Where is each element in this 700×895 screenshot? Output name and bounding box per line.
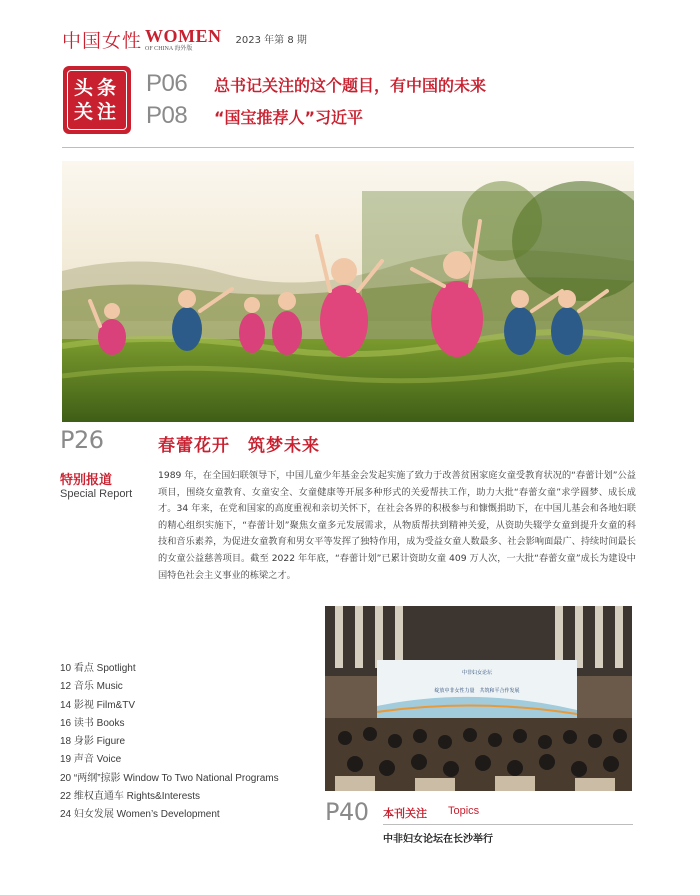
forum-photo[interactable] (325, 606, 632, 791)
feature-body-text: 1989 年，在全国妇联领导下，中国儿童少年基金会发起实施了致力于改善贫困家庭女童受教育状况的“春蕾计划”公益项目，围绕女童教育、女童安全、女童健康等开展多种形式的关爱帮扶工作，助力大批“春蕾女童”求学圆梦、成长成才。34 年来，在党和国家的高度重视和亲切关怀下，在社会各界的积极参与和慷慨捐助下，在中国儿基会和各地妇联的精心组织实施下，“春蕾计划”聚焦女童多元发展需求，从物质帮扶到精神关爱，从资助失辍学女童到提升女童的科技和音乐素养，为促进女童教育和男女平等发挥了独特作用，成为受益女童人数最多、社会影响面最广、持续时间最长的女童公益慈善项目。截至 2022 年年底，“春蕾计划”已累计资助女童 409 万人次，一大批“春蕾女童”成长为建设中国特色社会主义事业的栋梁之才。 (158, 470, 636, 581)
section-label-en: Special Report (60, 488, 133, 500)
screen-slogan-text: 绽放中非女性力量 共筑和平合作发展 (434, 688, 520, 694)
topics-divider (383, 824, 633, 825)
toc-item[interactable]: 12 音乐 Music (60, 681, 123, 693)
badge-line-1: 头条 (73, 77, 120, 99)
headline-badge (63, 66, 131, 134)
section-label-cn: 特别报道 (60, 473, 113, 488)
magazine-subtitle-en: OF CHINA 海外版 (145, 46, 193, 52)
headline-title: 总书记关注的这个题目，有中国的未来 (214, 75, 487, 95)
feature-title[interactable]: 春蕾花开 筑梦未来 (158, 436, 320, 456)
issue-number: 2023 年第 8 期 (235, 35, 307, 46)
headline-item[interactable] (146, 102, 363, 130)
masthead (62, 22, 307, 52)
toc-item[interactable]: 19 声音 Voice (60, 754, 122, 766)
toc-item[interactable]: 16 读书 Books (60, 717, 125, 729)
toc-item[interactable]: 10 看点 Spotlight (60, 663, 136, 674)
feature-photo[interactable] (62, 161, 634, 422)
topics-label-en: Topics (448, 805, 480, 817)
toc-item[interactable]: 20 “两纲”掠影 Window To Two National Programs (60, 772, 279, 784)
screen-title-text: 中非妇女论坛 (461, 670, 493, 676)
magazine-title-cn: 中国女性 (62, 30, 143, 52)
magazine-title-en: WOMEN (145, 26, 222, 46)
topics-subtitle[interactable]: 中非妇女论坛在长沙举行 (383, 834, 493, 845)
badge-line-2: 关注 (73, 101, 120, 123)
topics-page-number: P40 (325, 798, 369, 826)
topics-label-cn: 本刊关注 (383, 807, 427, 820)
toc-item[interactable]: 18 身影 Figure (60, 736, 126, 748)
table-of-contents (60, 660, 279, 825)
toc-item[interactable]: 24 妇女发展 Women’s Development (60, 809, 220, 821)
toc-item[interactable]: 14 影视 Film&TV (60, 699, 136, 711)
feature-page-number: P26 (60, 426, 104, 454)
headline-page-number: P08 (146, 102, 188, 129)
section-divider (62, 147, 634, 148)
headline-title: “国宝推荐人”习近平 (214, 107, 364, 127)
headline-page-number: P06 (146, 70, 188, 97)
headline-item[interactable] (146, 70, 486, 98)
toc-item[interactable]: 22 维权直通车 Rights&Interests (60, 791, 201, 803)
magazine-title-en-block (145, 27, 222, 52)
badge-frame (67, 70, 127, 130)
